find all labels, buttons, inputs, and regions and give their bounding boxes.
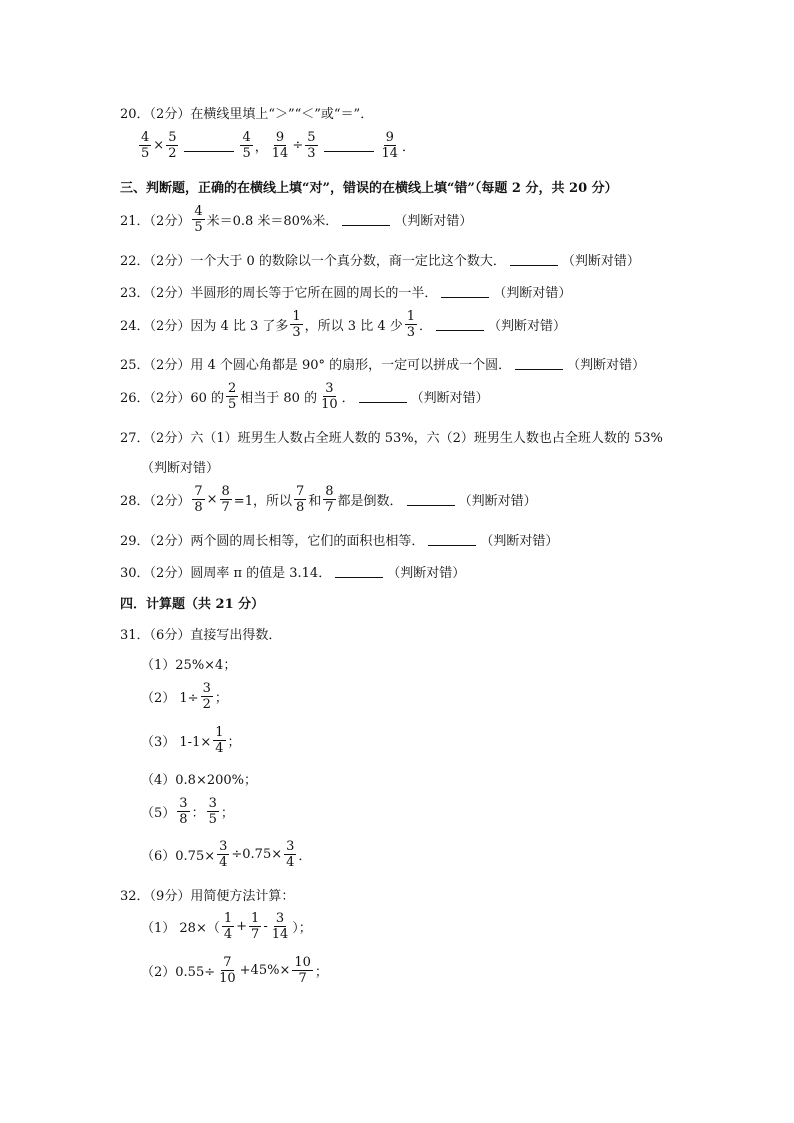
- answer-blank[interactable]: [324, 140, 374, 152]
- question-29: [120, 530, 558, 549]
- fraction: $\frac{10}{7}$: [294, 955, 311, 986]
- question-21: [120, 205, 472, 234]
- fraction: $\frac{3}{8}$: [179, 796, 188, 827]
- q31-item-5: [141, 797, 234, 826]
- fraction: $\frac{3}{4}$: [219, 839, 228, 870]
- judge-hint: （判断对错）: [567, 358, 646, 373]
- semicolon: ；: [214, 691, 228, 706]
- times-sign: ×: [206, 492, 218, 507]
- fraction: $\frac{1}{3}$: [292, 309, 301, 340]
- q31-item-6-text: （6）0.75×: [141, 849, 216, 864]
- q29-text: 29．（2分）两个圆的周长相等，它们的面积也相等．: [120, 534, 425, 549]
- q22-text: 22．（2分）一个大于 0 的数除以一个真分数，商一定比这个数大．: [120, 254, 506, 269]
- q31-item-6: [141, 840, 311, 869]
- q31-text: 31．（6分）直接写出得数．: [120, 628, 282, 643]
- fraction: $\frac{1}{4}$: [223, 911, 233, 942]
- judge-hint: （判断对错）: [561, 254, 640, 269]
- plus-sign: +: [236, 919, 248, 934]
- judge-hint: （判断对错）: [480, 534, 559, 549]
- fraction: $\frac{3}{10}$: [321, 381, 338, 412]
- judge-hint: （判断对错）: [488, 319, 567, 334]
- q31-item-2: [141, 682, 228, 711]
- answer-blank[interactable]: [407, 494, 455, 506]
- fraction: $\frac{5}{3}$: [307, 130, 316, 161]
- fraction: $\frac{4}{5}$: [141, 130, 150, 161]
- q32-item-2: [141, 956, 328, 985]
- question-25: [120, 354, 645, 373]
- q31-item-2-text: （2） 1÷: [141, 691, 199, 706]
- divide-sign: ÷: [292, 138, 304, 153]
- question-20-text: [120, 103, 373, 122]
- answer-blank[interactable]: [441, 286, 489, 298]
- question-23: [120, 282, 571, 301]
- judge-hint: （判断对错）: [387, 566, 466, 581]
- judge-hint: （判断对错）: [410, 391, 489, 406]
- q28-text: =1，所以: [233, 494, 292, 509]
- question-28: [120, 485, 537, 514]
- answer-blank[interactable]: [428, 534, 476, 546]
- q28-and: 和: [308, 494, 322, 509]
- fraction: $\frac{3}{4}$: [286, 839, 295, 870]
- q31-item-1-text: （1）25%×4；: [141, 658, 237, 673]
- q21-text: 米＝0.8 米＝80%米．: [206, 214, 339, 229]
- q32-item-2-mid: +45%×: [239, 963, 291, 978]
- answer-blank[interactable]: [515, 358, 563, 370]
- section-3-title: [120, 177, 618, 196]
- comma: ，: [254, 140, 268, 155]
- question-30: [120, 562, 465, 581]
- question-24: [120, 310, 566, 339]
- q31-item-4: [141, 769, 257, 788]
- question-31: [120, 624, 281, 643]
- q32-item-2-text: （2）0.55÷: [141, 965, 216, 980]
- judge-hint: （判断对错）: [458, 494, 537, 509]
- answer-blank[interactable]: [510, 254, 558, 266]
- q25-text: 25．（2分）用 4 个圆心角都是 90° 的扇形，一定可以拼成一个圆．: [120, 358, 512, 373]
- answer-blank[interactable]: [436, 319, 484, 331]
- period: ．: [298, 849, 312, 864]
- fraction: $\frac{3}{14}$: [271, 911, 289, 942]
- question-27: [120, 427, 663, 446]
- period: ．: [402, 140, 416, 155]
- q27-text: 27．（2分）六（1）班男生人数占全班人数的 53%，六（2）班男生人数也占全班人数的 53%: [120, 431, 663, 446]
- q26-text: 26．（2分）60 的: [120, 391, 224, 406]
- section-4-text: 四．计算题（共 21 分）: [120, 597, 265, 612]
- q31-item-5-text: （5）: [141, 806, 176, 821]
- question-22: [120, 250, 640, 269]
- period: ．: [341, 391, 355, 406]
- q31-item-1: [141, 654, 236, 673]
- q31-item-3: [141, 726, 241, 755]
- semicolon: ；: [314, 965, 328, 980]
- fraction: $\frac{4}{5}$: [242, 130, 251, 161]
- semicolon: ；: [227, 735, 241, 750]
- fraction: $\frac{4}{5}$: [194, 204, 203, 235]
- q28-prefix: 28．（2分）: [120, 494, 191, 509]
- q31-item-4-text: （4）0.8×200%；: [141, 773, 258, 788]
- fraction: $\frac{2}{5}$: [228, 381, 237, 412]
- minus-sign: -: [263, 919, 268, 934]
- fraction: $\frac{9}{14}$: [271, 130, 289, 161]
- times-sign: ×: [153, 138, 165, 153]
- fraction: $\frac{7}{8}$: [194, 484, 203, 515]
- fraction: $\frac{9}{14}$: [381, 130, 399, 161]
- answer-blank[interactable]: [184, 140, 234, 152]
- section-4-title: [120, 593, 264, 612]
- q31-item-6-mid: ÷0.75×: [231, 847, 283, 862]
- fraction: $\frac{8}{7}$: [221, 484, 230, 515]
- fraction: $\frac{3}{5}$: [208, 796, 217, 827]
- question-20-expressions: [137, 131, 415, 160]
- q20-head: 20．（2分）在横线里填上“＞”“＜”或“＝”．: [120, 107, 374, 122]
- judge-hint: （判断对错）: [394, 214, 473, 229]
- answer-blank[interactable]: [342, 214, 390, 226]
- q32-text: 32．（9分）用简便方法计算：: [120, 889, 295, 904]
- fraction: $\frac{1}{4}$: [215, 725, 224, 756]
- answer-blank[interactable]: [335, 566, 383, 578]
- q26-text-mid: 相当于 80 的: [240, 391, 318, 406]
- fraction: $\frac{7}{8}$: [295, 484, 305, 515]
- q31-item-3-text: （3） 1-1×: [141, 735, 212, 750]
- answer-blank[interactable]: [359, 391, 407, 403]
- fraction: $\frac{5}{2}$: [168, 130, 177, 161]
- semicolon: ；: [220, 806, 234, 821]
- q30-text: 30．（2分）圆周率 π 的值是 3.14．: [120, 566, 332, 581]
- colon: ：: [191, 806, 205, 821]
- period: ．: [419, 319, 433, 334]
- fraction: $\frac{3}{2}$: [202, 681, 211, 712]
- q32-item-1-text: （1） 28×（: [141, 921, 220, 936]
- judge-hint: （判断对错）: [141, 461, 220, 476]
- q23-text: 23．（2分）半圆形的周长等于它所在圆的周长的一半．: [120, 286, 438, 301]
- question-26: [120, 382, 489, 411]
- question-32: [120, 885, 294, 904]
- q28-text-end: 都是倒数．: [337, 494, 403, 509]
- fraction: $\frac{8}{7}$: [325, 484, 334, 515]
- question-27-hint: [141, 457, 219, 476]
- q24-text-mid: ，所以 3 比 4 少: [304, 319, 403, 334]
- q32-item-1: [141, 912, 312, 941]
- judge-hint: （判断对错）: [493, 286, 572, 301]
- q21-prefix: 21．（2分）: [120, 214, 191, 229]
- fraction: $\frac{1}{7}$: [251, 911, 260, 942]
- fraction: $\frac{7}{10}$: [219, 955, 236, 986]
- section-3-text: 三、判断题，正确的在横线上填“对”，错误的在横线上填“错”（每题 2 分，共 20 分）: [120, 181, 618, 196]
- closing-paren: ）；: [292, 921, 312, 936]
- q24-text: 24．（2分）因为 4 比 3 了多: [120, 319, 289, 334]
- fraction: $\frac{1}{3}$: [406, 309, 416, 340]
